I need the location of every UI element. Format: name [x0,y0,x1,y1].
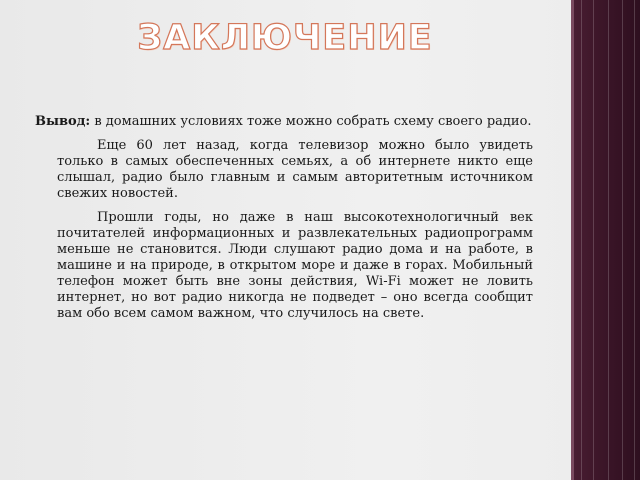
history-paragraph: Еще 60 лет назад, когда телевизор можно было увидеть только в самых обеспеченных семьях, а об интернете никто еще слышал, радио было главным и самым авторитетным источником свежих новостей. [57,138,533,201]
slide-content [35,114,533,330]
modern-paragraph: Прошли годы, но даже в наш высокотехнологичный век почитателей информационных и развлекательных радиопрограмм меньше не становится. Люди слушают радио дома и на работе, в машине и на природе, в открытом море и даже в горах. Мобильный телефон может быть вне зоны действия, Wi-Fi может не ловить интернет, но вот радио никогда не подведет – оно всегда сообщит вам обо всем самом важном, что случилось на свете. [57,210,533,321]
conclusion-label: Вывод: [35,114,91,129]
sidebar-stripe [634,0,635,480]
slide-title: ЗАКЛЮЧЕНИЕ [137,18,433,58]
conclusion-paragraph [35,114,533,130]
sidebar-stripe [581,0,582,480]
sidebar-stripe [608,0,609,480]
sidebar-stripe [593,0,594,480]
sidebar-stripe [622,0,623,480]
conclusion-text: в домашних условиях тоже можно собрать схему своего радио. [90,114,532,129]
decorative-sidebar [571,0,640,480]
sidebar-edge [571,0,574,480]
